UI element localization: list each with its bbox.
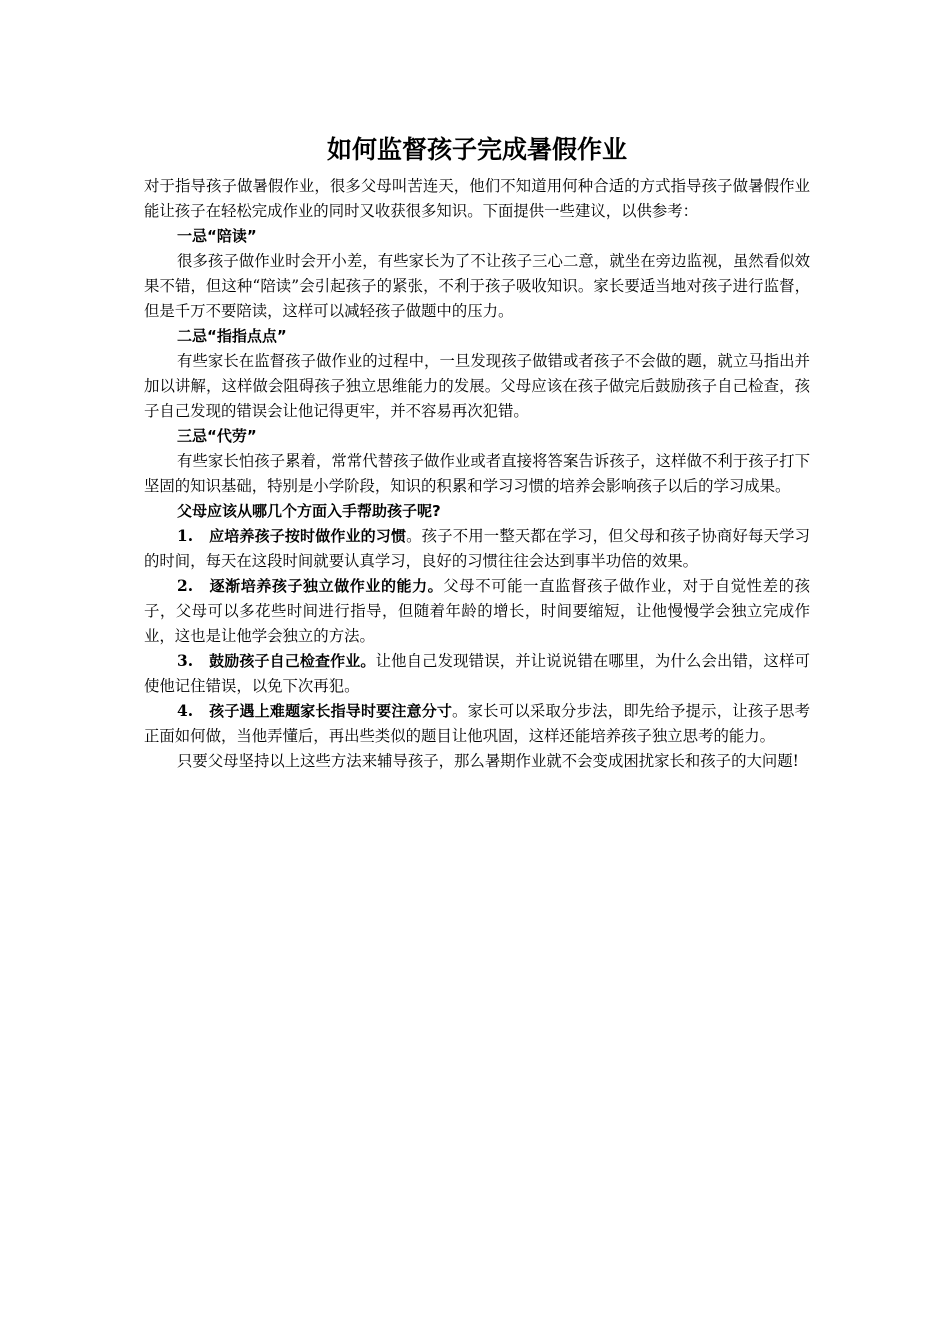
tip-item-2 — [144, 574, 810, 649]
tip-item-4 — [144, 699, 810, 749]
tip-number: 4. — [177, 702, 194, 720]
taboo-heading-2: 二忌“指指点点” — [177, 327, 287, 345]
tip-number: 1. — [177, 527, 194, 545]
intro-paragraph: 对于指导孩子做暑假作业，很多父母叫苦连天，他们不知道用何种合适的方式指导孩子做暑假作业能让孩子在轻松完成作业的同时又收获很多知识。下面提供一些建议，以供参考： — [144, 177, 810, 220]
tip-item-3 — [144, 649, 810, 699]
taboo-body-3: 有些家长怕孩子累着，常常代替孩子做作业或者直接将答案告诉孩子，这样做不利于孩子打下坚固的知识基础，特别是小学阶段，知识的积累和学习习惯的培养会影响孩子以后的学习成果。 — [144, 452, 810, 495]
taboo-body-2: 有些家长在监督孩子做作业的过程中，一旦发现孩子做错或者孩子不会做的题，就立马指出并加以讲解，这样做会阻碍孩子独立思维能力的发展。父母应该在孩子做完后鼓励孩子自己检查，孩子自己发现的错误会让他记得更牢，并不容易再次犯错。 — [144, 352, 810, 420]
tip-body: 父母不可能一直监督孩子做作业，对于自觉性差的孩子，父母可以多花些时间进行指导，但随着年龄的增长，时间要缩短，让他慢慢学会独立完成作业，这也是让他学会独立的方法。 — [144, 577, 810, 645]
document-title: 如何监督孩子完成暑假作业 — [326, 135, 627, 164]
taboo-heading-3: 三忌“代劳” — [177, 427, 257, 445]
tip-number: 2. — [177, 577, 194, 595]
tip-lead: 逐渐培养孩子独立做作业的能力。 — [209, 577, 444, 595]
question-heading: 父母应该从哪几个方面入手帮助孩子呢? — [177, 502, 441, 520]
tip-body: 让他自己发现错误，并让说说错在哪里，为什么会出错，这样可使他记住错误，以免下次再犯。 — [144, 652, 810, 695]
tip-number: 3. — [177, 652, 194, 670]
taboo-heading-1: 一忌“陪读” — [177, 227, 257, 245]
tip-body: 。家长可以采取分步法，即先给予提示，让孩子思考正面如何做，当他弄懂后，再出些类似的题目让他巩固，这样还能培养孩子独立思考的能力。 — [144, 702, 810, 745]
tip-lead: 应培养孩子按时做作业的习惯 — [209, 527, 407, 545]
conclusion-paragraph: 只要父母坚持以上这些方法来辅导孩子，那么暑期作业就不会变成困扰家长和孩子的大问题! — [177, 752, 799, 770]
tip-item-1 — [144, 524, 810, 574]
document-body — [144, 132, 810, 774]
tip-lead: 孩子遇上难题家长指导时要注意分寸 — [209, 702, 453, 720]
tip-lead: 鼓励孩子自己检查作业。 — [209, 652, 376, 670]
taboo-body-1: 很多孩子做作业时会开小差，有些家长为了不让孩子三心二意，就坐在旁边监视，虽然看似效果不错，但这种“陪读”会引起孩子的紧张，不利于孩子吸收知识。家长要适当地对孩子进行监督，但是千万不要陪读，这样可以减轻孩子做题中的压力。 — [144, 252, 810, 320]
tip-body: 。孩子不用一整天都在学习，但父母和孩子协商好每天学习的时间，每天在这段时间就要认真学习，良好的习惯往往会达到事半功倍的效果。 — [144, 527, 810, 570]
